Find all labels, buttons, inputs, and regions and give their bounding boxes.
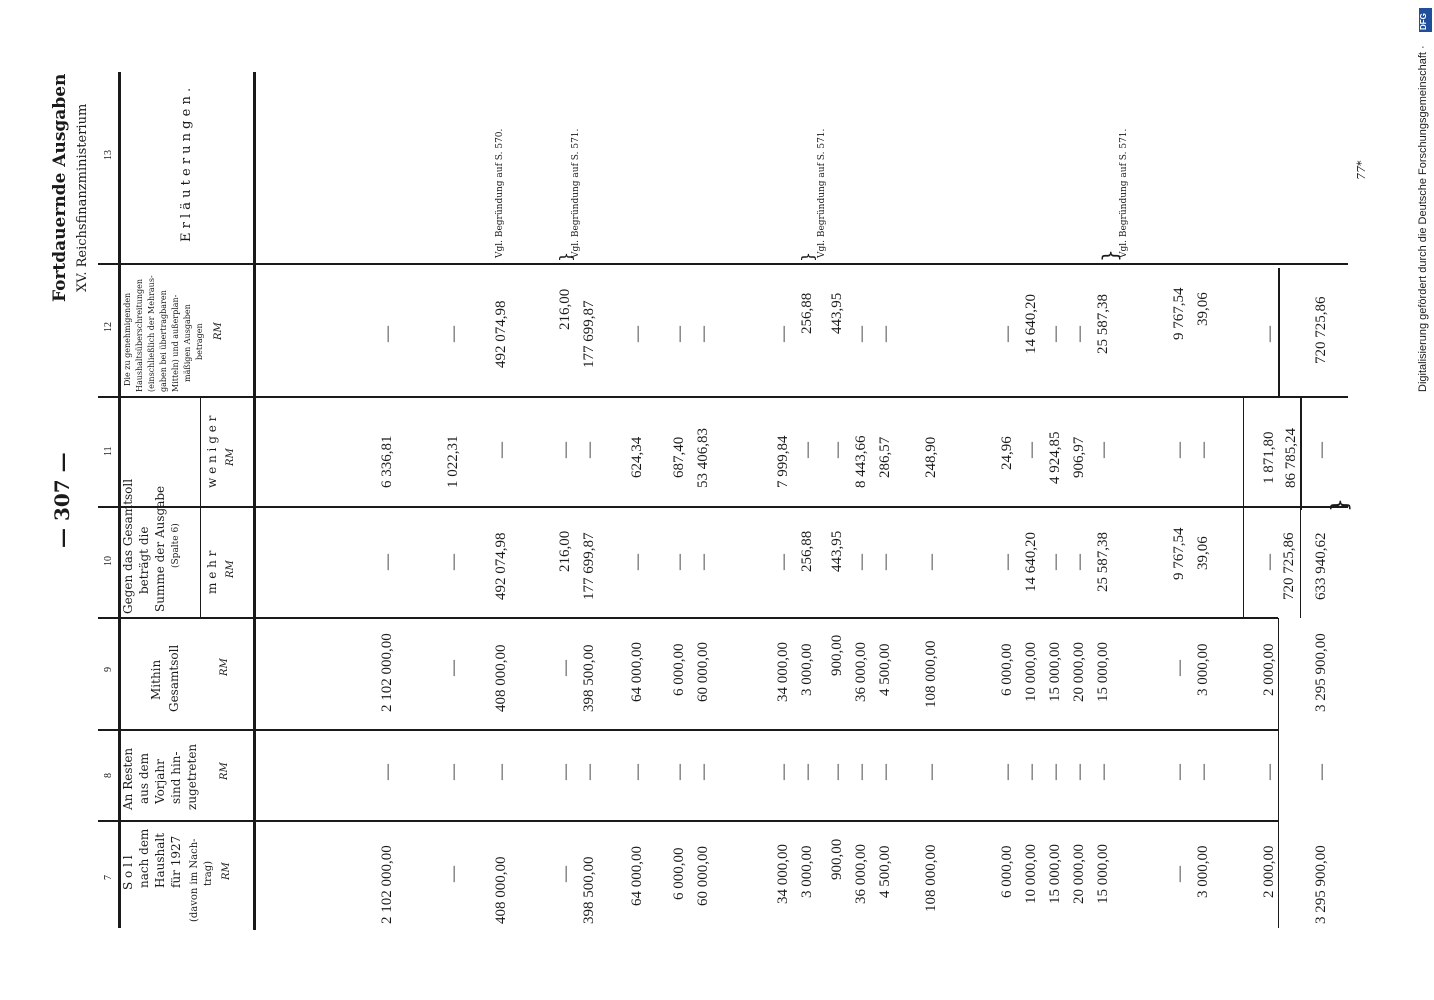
c7-cell: 34 000,00: [775, 844, 791, 904]
col-number-9: 9: [103, 667, 114, 672]
total-rule-10: [1300, 508, 1301, 618]
c7-cell: 6 000,00: [999, 845, 1015, 898]
c11-cell: 687,40: [671, 436, 687, 478]
c9-cell: 3 000,00: [799, 643, 815, 696]
c13-note: Vgl. Begründung auf S. 571.: [1119, 128, 1129, 258]
c9-unit: RM: [219, 658, 230, 676]
c12-cell: 492 074,98: [493, 300, 509, 368]
c7-head-5: (davon im Nach-: [189, 838, 200, 922]
c12-unit: RM: [213, 322, 224, 340]
c10-cell: 177 699,87: [581, 532, 597, 600]
c12-cell: —: [853, 326, 870, 342]
page-subtitle: XV. Reichsfinanzministerium: [75, 103, 90, 292]
c10-label-mehr: m e h r: [205, 550, 219, 594]
subtotal-rule-10: [1243, 508, 1244, 618]
c10-cell: —: [445, 554, 462, 570]
c8-cell: —: [999, 764, 1016, 780]
c10-cell: —: [671, 554, 688, 570]
c12-cell: —: [877, 326, 894, 342]
c12-head-6: mäßigen Ausgaben: [183, 304, 192, 382]
c8-cell: —: [1023, 764, 1040, 780]
c7-head-2: nach dem: [137, 828, 151, 888]
c7-cell: —: [445, 866, 462, 882]
c10-11-head-2: beträgt die: [137, 526, 151, 594]
c9-cell: 20 000,00: [1071, 642, 1087, 702]
c11-cell: 8 443,66: [853, 435, 869, 488]
header-rule-right: [253, 72, 256, 930]
c8-cell: —: [379, 764, 396, 780]
c10-cell: —: [629, 554, 646, 570]
c12-cell: 177 699,87: [581, 300, 597, 368]
c10-cell: 492 074,98: [493, 532, 509, 600]
c8-cell: —: [829, 764, 846, 780]
col-sep-10-11: [98, 506, 1348, 508]
c12-cell: —: [1071, 326, 1088, 342]
c9-cell: 900,00: [829, 634, 845, 676]
c8-cell: —: [1195, 764, 1212, 780]
c12-cell: 39,06: [1195, 292, 1211, 326]
c12-total: 720 725,86: [1313, 296, 1329, 364]
c7-cell: 900,00: [829, 838, 845, 880]
c9-cell: 34 000,00: [775, 642, 791, 702]
c10-subtotal: 720 725,86: [1281, 532, 1297, 600]
c11-label-weniger: w e n i g e r: [205, 415, 219, 488]
col-sep-12-13: [98, 263, 1348, 265]
col-number-11: 11: [103, 446, 114, 456]
c9-cell: 64 000,00: [629, 642, 645, 702]
c8-head-5: zugetreten: [185, 743, 199, 810]
brace: }: [1098, 249, 1122, 262]
c11-cell: —: [581, 442, 598, 458]
c10-unit: RM: [225, 560, 236, 578]
c9-cell: 398 500,00: [581, 644, 597, 712]
c7-cell: 2 102 000,00: [379, 845, 395, 924]
col-number-7: 7: [103, 875, 114, 880]
c10-cell: 443,95: [829, 530, 845, 572]
c11-cell: —: [493, 442, 510, 458]
c10-cell: —: [1047, 554, 1064, 570]
c11-cell: 248,90: [923, 436, 939, 478]
c10-11-head-1: Gegen das Gesamtsoll: [121, 478, 135, 614]
c12-cell: 216,00: [557, 288, 573, 330]
c12-head-2: Haushaltsüberschreitungen: [135, 278, 144, 392]
c8-cell: —: [853, 764, 870, 780]
c7-cell: —: [557, 866, 574, 882]
c11-subtotal: 86 785,24: [1283, 428, 1299, 488]
c11-cell: —: [799, 442, 816, 458]
c7-cell: 398 500,00: [581, 856, 597, 924]
c9-cell: 6 000,00: [671, 643, 687, 696]
c9-cell: —: [1171, 660, 1188, 676]
c7-head-4: für 1927: [169, 835, 183, 888]
c8-cell: —: [1071, 764, 1088, 780]
c7-cell: 64 000,00: [629, 846, 645, 906]
page-number: — 307 —: [50, 452, 74, 548]
brace: }: [1328, 498, 1353, 512]
c11-cell: —: [1023, 442, 1040, 458]
c12-head-1: Die zu genehmigenden: [123, 292, 132, 386]
col-number-13: 13: [103, 150, 114, 160]
c10-11-head-4: (Spalte 6): [171, 523, 181, 568]
c7-head-1: S o l l: [121, 855, 135, 890]
c8-unit: RM: [219, 762, 230, 780]
col-number-12: 12: [103, 322, 114, 332]
c11-cell: 1 871,80: [1261, 431, 1277, 484]
c12-cell: 256,88: [799, 292, 815, 334]
c7-cell: 60 000,00: [695, 846, 711, 906]
c9-cell: —: [557, 660, 574, 676]
c12-cell: —: [445, 326, 462, 342]
c7-cell: 3 000,00: [799, 845, 815, 898]
c8-cell: —: [445, 764, 462, 780]
c7-cell: 20 000,00: [1071, 844, 1087, 904]
c10-cell: 216,00: [557, 530, 573, 572]
c12-head-7: betragen: [195, 323, 204, 360]
c8-cell: —: [1095, 764, 1112, 780]
c7-cell: 4 500,00: [877, 845, 893, 898]
c11-cell: 53 406,83: [695, 428, 711, 488]
c10-cell: 39,06: [1195, 536, 1211, 570]
col-number-8: 8: [103, 773, 114, 778]
c12-cell: 9 767,54: [1171, 287, 1187, 340]
c7-cell: 10 000,00: [1023, 844, 1039, 904]
c8-cell: —: [799, 764, 816, 780]
c11-cell: —: [557, 442, 574, 458]
c11-cell: 7 999,84: [775, 435, 791, 488]
c7-cell: 15 000,00: [1047, 844, 1063, 904]
c10-cell: —: [775, 554, 792, 570]
c9-head-1: Mithin: [149, 659, 163, 700]
c9-head-2: Gesamtsoll: [167, 644, 181, 712]
c12-cell: —: [629, 326, 646, 342]
c10-cell: —: [379, 554, 396, 570]
c12-head-5: Mitteln) und außerplan-: [171, 294, 180, 392]
c7-cell: 15 000,00: [1095, 844, 1111, 904]
c7-cell: 108 000,00: [923, 844, 939, 912]
c9-total: 3 295 900,00: [1313, 633, 1329, 712]
col-sep-7-8: [98, 820, 1278, 822]
c13-note: Vgl. Begründung auf S. 571.: [571, 128, 581, 258]
c9-cell: 408 000,00: [493, 644, 509, 712]
c12-cell: —: [671, 326, 688, 342]
c13-note: Vgl. Begründung auf S. 571.: [817, 128, 827, 258]
c9-cell: —: [445, 660, 462, 676]
c11-cell: 906,97: [1071, 436, 1087, 478]
col-sep-11-12: [98, 396, 1348, 398]
c7-cell: 2 000,00: [1261, 845, 1277, 898]
c8-cell: —: [1171, 764, 1188, 780]
c8-cell: —: [581, 764, 598, 780]
c9-cell: 10 000,00: [1023, 642, 1039, 702]
c7-cell: 3 000,00: [1195, 845, 1211, 898]
c7-head-3: Haushalt: [153, 832, 167, 888]
c12-cell: —: [1047, 326, 1064, 342]
c10-cell: 9 767,54: [1171, 527, 1187, 580]
c9-cell: 3 000,00: [1195, 643, 1211, 696]
c9-cell: 6 000,00: [999, 643, 1015, 696]
c9-cell: 60 000,00: [695, 642, 711, 702]
c10-cell: —: [1261, 554, 1278, 570]
c10-total: 633 940,62: [1313, 532, 1329, 600]
c7-cell: 408 000,00: [493, 856, 509, 924]
c8-head-2: aus dem: [137, 752, 151, 804]
c11-total: —: [1313, 442, 1330, 458]
brace: }: [556, 251, 575, 262]
total-rule-11: [1300, 398, 1302, 510]
c8-cell: —: [1047, 764, 1064, 780]
c11-cell: —: [1195, 442, 1212, 458]
c12-cell: —: [379, 326, 396, 342]
col-sep-9-10: [98, 617, 1278, 619]
c7-cell: 36 000,00: [853, 844, 869, 904]
c8-head-4: sind hin-: [169, 751, 183, 804]
page-title: Fortdauernde Ausgaben: [50, 73, 70, 302]
c11-cell: 6 336,81: [379, 435, 395, 488]
c11-cell: —: [829, 442, 846, 458]
c9-cell: 15 000,00: [1047, 642, 1063, 702]
c10-cell: —: [1071, 554, 1088, 570]
c9-cell: 15 000,00: [1095, 642, 1111, 702]
c7-unit: RM: [221, 862, 232, 880]
c10-cell: —: [853, 554, 870, 570]
c12-cell: 25 587,38: [1095, 294, 1111, 354]
subtotal-rule-11: [1243, 398, 1244, 508]
c10-cell: —: [923, 554, 940, 570]
c9-cell: 108 000,00: [923, 640, 939, 708]
c10-cell: 256,88: [799, 530, 815, 572]
c11-cell: 286,57: [877, 436, 893, 478]
c10-cell: —: [877, 554, 894, 570]
c9-cell: 4 500,00: [877, 643, 893, 696]
digitization-note: Digitalisierung gefördert durch die Deutsche Forschungsgemeinschaft ·: [1417, 45, 1429, 392]
c12-head-4: gaben bei übertragbaren: [159, 290, 168, 392]
c8-cell: —: [671, 764, 688, 780]
c10-cell: —: [999, 554, 1016, 570]
sum-rule-7-9: [1278, 618, 1279, 928]
subhead-sep-11: [200, 398, 201, 508]
c8-cell: —: [695, 764, 712, 780]
c8-cell: —: [923, 764, 940, 780]
c12-cell: —: [999, 326, 1016, 342]
c10-cell: —: [695, 554, 712, 570]
sum-rule-12: [1278, 268, 1280, 398]
c8-head-1: An Resten: [121, 747, 135, 810]
col-number-10: 10: [103, 556, 114, 566]
subhead-sep-10: [200, 506, 201, 618]
c7-cell: 6 000,00: [671, 847, 687, 900]
brace: }: [798, 251, 817, 262]
c10-cell: 25 587,38: [1095, 532, 1111, 592]
c11-cell: —: [1095, 442, 1112, 458]
col-sep-8-9: [98, 729, 1278, 731]
c13-note: Vgl. Begründung auf S. 570.: [495, 128, 505, 258]
c11-cell: 4 924,85: [1047, 431, 1063, 484]
c7-total: 3 295 900,00: [1313, 845, 1329, 924]
c8-total: —: [1313, 764, 1330, 780]
dfg-logo-text: DFG: [1419, 13, 1428, 30]
c12-cell: —: [775, 326, 792, 342]
c12-cell: —: [695, 326, 712, 342]
c13-head: E r l ä u t e r u n g e n .: [179, 87, 194, 242]
c11-cell: 1 022,31: [445, 435, 461, 488]
c10-11-head-3: Summe der Ausgabe: [153, 485, 167, 612]
footnote-mark: 77*: [1355, 160, 1368, 180]
c8-cell: —: [1261, 764, 1278, 780]
c8-cell: —: [629, 764, 646, 780]
c12-cell: 14 640,20: [1023, 294, 1039, 354]
dfg-logo: [1419, 8, 1432, 32]
c11-cell: 24,96: [999, 436, 1015, 470]
c12-cell: 443,95: [829, 292, 845, 334]
c11-unit: RM: [225, 448, 236, 466]
c9-cell: 2 102 000,00: [379, 633, 395, 712]
c11-cell: 624,34: [629, 436, 645, 478]
c8-head-3: Vorjahr: [153, 759, 167, 804]
c8-cell: —: [775, 764, 792, 780]
c7-head-6: trag): [203, 860, 214, 886]
c9-cell: 2 000,00: [1261, 643, 1277, 696]
c11-cell: —: [1171, 442, 1188, 458]
c12-cell: —: [1261, 326, 1278, 342]
c12-head-3: (einschließlich der Mehraus-: [147, 275, 156, 392]
c8-cell: —: [557, 764, 574, 780]
c8-cell: —: [493, 764, 510, 780]
c8-cell: —: [877, 764, 894, 780]
c7-cell: —: [1171, 866, 1188, 882]
c9-cell: 36 000,00: [853, 642, 869, 702]
c10-cell: 14 640,20: [1023, 532, 1039, 592]
